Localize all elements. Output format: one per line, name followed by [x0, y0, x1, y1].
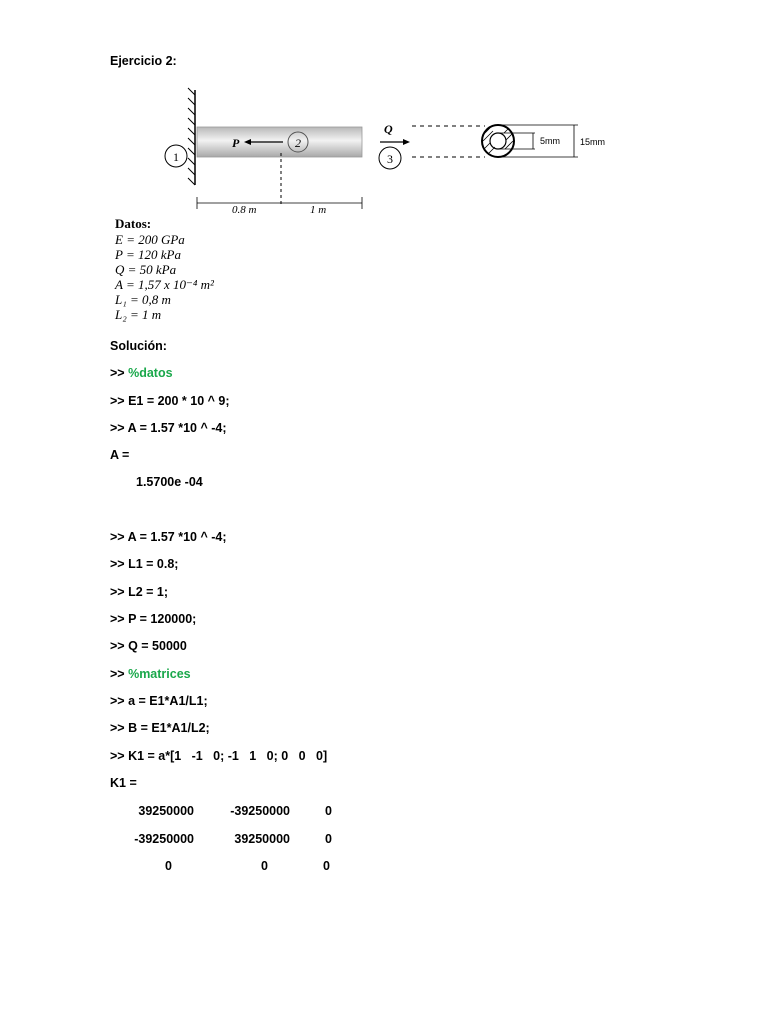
cmd-p: >> P = 120000;: [110, 612, 197, 626]
cmd-a: >> a = E1*A1/L1;: [110, 694, 208, 708]
matrix-cell: 0: [325, 804, 332, 818]
comment-datos: %datos: [128, 366, 173, 380]
matrix-cell: 0: [323, 859, 330, 873]
beam-figure: [150, 85, 620, 220]
cmd-k1: >> K1 = a*[1 -1 0; -1 1 0; 0 0 0]: [110, 749, 328, 763]
datos-row: A = 1,57 x 10⁻⁴ m²: [115, 277, 214, 292]
cmd-q: >> Q = 50000: [110, 639, 187, 653]
matrix-cell: 0: [165, 859, 172, 873]
cmd-a1: >> A = 1.57 *10 ^ -4;: [110, 421, 227, 435]
solution-heading: Solución:: [110, 339, 167, 353]
datos-row: L₂ = 1 m: [115, 307, 162, 322]
inner-dim-label: 5mm: [540, 136, 560, 146]
p-label: P: [232, 136, 240, 150]
datos-row: Q = 50 kPa: [115, 262, 177, 277]
output-a-value: 1.5700e -04: [136, 475, 203, 489]
datos-row: P = 120 kPa: [115, 247, 181, 262]
exercise-title: Ejercicio 2:: [110, 54, 177, 68]
matrix-cell: 39250000: [234, 832, 290, 846]
matrix-cell: 0: [325, 832, 332, 846]
node2-label: 2: [295, 136, 301, 150]
matrix-cell: 0: [261, 859, 268, 873]
k1-label: K1 =: [110, 776, 137, 790]
comment-matrices: %matrices: [128, 667, 191, 681]
node1-label: 1: [173, 150, 179, 164]
matrix-cell: -39250000: [230, 804, 290, 818]
cmd-e1: >> E1 = 200 * 10 ^ 9;: [110, 394, 230, 408]
prompt: >>: [110, 667, 129, 681]
datos-heading: Datos:: [115, 216, 152, 231]
matrix-cell: 39250000: [138, 804, 194, 818]
output-a-label: A =: [110, 448, 130, 462]
comment-matrices-line: [110, 667, 191, 681]
dim1-label: 0.8 m: [232, 204, 257, 215]
cmd-a2: >> A = 1.57 *10 ^ -4;: [110, 530, 227, 544]
prompt: >>: [110, 366, 129, 380]
node3-label: 3: [387, 152, 393, 166]
cmd-l2: >> L2 = 1;: [110, 585, 169, 599]
comment-datos-line: [110, 366, 173, 380]
datos-row: E = 200 GPa: [115, 232, 185, 247]
outer-dim-label: 15mm: [580, 137, 606, 147]
q-label: Q: [384, 122, 393, 136]
datos-block: [115, 216, 214, 322]
dim2-label: 1 m: [310, 204, 327, 215]
beam-diagram: [150, 85, 620, 215]
cmd-l1: >> L1 = 0.8;: [110, 557, 179, 571]
matrix-cell: -39250000: [134, 832, 194, 846]
cmd-b: >> B = E1*A1/L2;: [110, 721, 210, 735]
datos-row: L₁ = 0,8 m: [115, 292, 171, 307]
